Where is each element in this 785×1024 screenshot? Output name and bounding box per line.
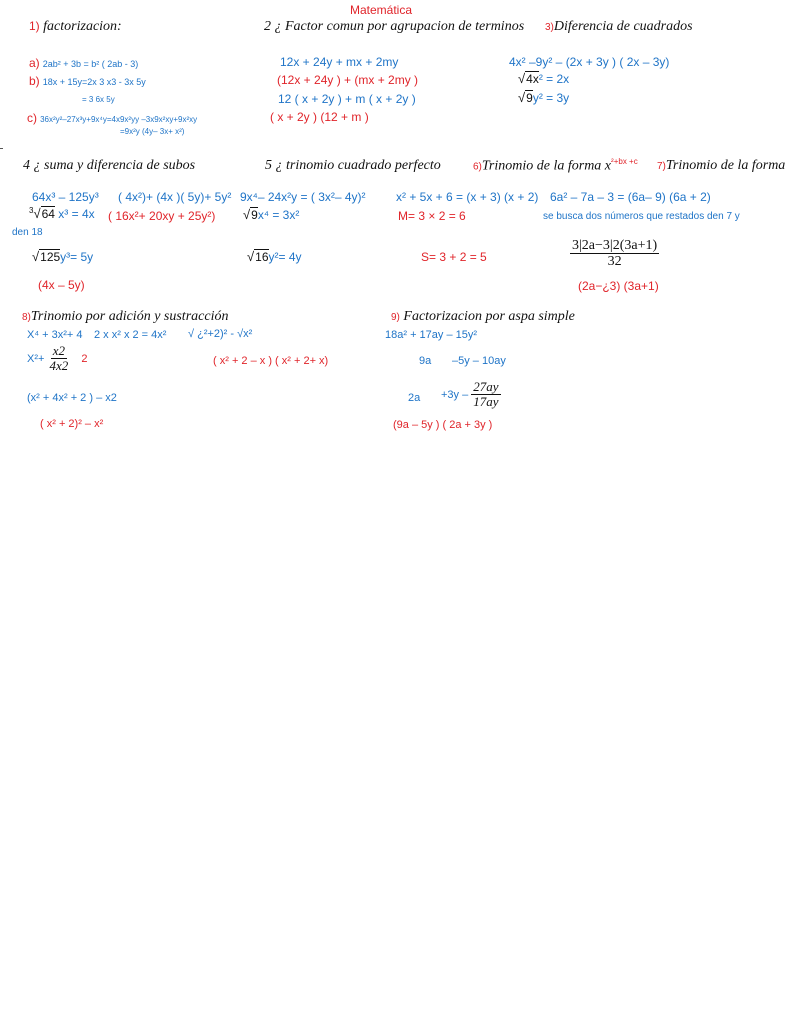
section-6-title: Trinomio de la forma x (481, 158, 612, 174)
s5-r2-radicand: 16 (255, 250, 269, 264)
s5-r1-radicand: 9 (251, 208, 258, 222)
s6-sum: S= 3 + 2 = 5 (421, 250, 487, 264)
s4-r3-radicand: 125 (40, 250, 61, 264)
section-7-title: Trinomio de la forma (665, 158, 785, 173)
s9-fraction-denominator: 17ay (473, 394, 499, 410)
s8-line-4: ( x² + 2)² – x² (40, 418, 104, 430)
s8-line-1a: X⁴ + 3x²+ 4 (27, 329, 83, 341)
s2-line-2: (12x + 24y ) + (mx + 2my ) (277, 73, 419, 87)
s3-root-1 (518, 72, 569, 86)
s1-c-expr: 36x²y²–27x³y+9x⁴y=4x9x²yy –3x9x²xy+9x²xy (40, 115, 198, 124)
s4-line-2a: x³ = 4x (54, 207, 95, 221)
section-8-number: 8) (22, 312, 31, 323)
sqrt-icon: √ (518, 71, 526, 86)
s3-r2-radicand: 9 (526, 91, 533, 105)
section-6-superscript: ²+bx +c (611, 157, 638, 166)
s3-r2-rest: y² = 3y (532, 91, 570, 105)
section-3-title: Diferencia de cuadrados (553, 19, 693, 34)
s7-fraction (570, 238, 659, 270)
s4-cube-radicand: 64 (41, 207, 55, 221)
sqrt-icon: √ (243, 207, 251, 222)
s5-r1-rest: x⁴ = 3x² (257, 208, 300, 222)
s2-line-1: 12x + 24y + mx + 2my (280, 55, 399, 69)
s9-result: (9a – 5y ) ( 2a + 3y ) (393, 419, 493, 431)
section-1-number: 1) (29, 19, 40, 33)
section-3-number: 3) (545, 22, 554, 33)
s1-b-label: b) (29, 74, 40, 88)
section-6-number: 6) (473, 161, 482, 173)
s1-c-result: =9x²y (4y– 3x+ x²) (120, 127, 185, 136)
margin-tick (0, 148, 3, 149)
s5-line-1: 9x⁴– 24x²y = ( 3x²– 4y)² (240, 190, 366, 204)
s8-line-3: (x² + 4x² + 2 ) – x2 (27, 392, 117, 404)
s7-note-continued: den 18 (12, 227, 43, 238)
s7-line-1: 6a² – 7a – 3 = (6a– 9) (6a + 2) (550, 190, 711, 204)
s1-item-c (27, 112, 197, 125)
section-9-title: Factorizacion por aspa simple (403, 309, 575, 324)
s3-r1-radicand: 4x (526, 72, 539, 86)
s7-fraction-denominator: 32 (607, 254, 622, 270)
s5-root-2 (247, 250, 302, 264)
s5-r2-rest: y²= 4y (268, 250, 302, 264)
s8-line-1c: √ ¿²+2)² - √x² (188, 328, 253, 340)
s4-r3-rest: y³= 5y (60, 250, 94, 264)
sqrt-icon: √ (247, 249, 255, 264)
section-6-heading (473, 158, 638, 174)
s1-a-label: a) (29, 56, 40, 70)
s7-fraction-numerator: 3|2a−3|2(3a+1) (572, 238, 658, 253)
sqrt-icon: √ (518, 90, 526, 105)
s4-line-1a: 64x³ – 125y³ (32, 190, 99, 204)
s9-line-3a: 2a (408, 392, 421, 404)
s4-line-1b: ( 4x²)+ (4x )( 5y)+ 5y² (118, 190, 232, 204)
s8-line-2c: ( x² + 2 – x ) ( x² + 2+ x) (213, 355, 329, 367)
s1-a-expr: 2ab² + 3b = b² ( 2ab - 3) (42, 59, 139, 69)
section-5-heading: 5 ¿ trinomio cuadrado perfecto (265, 158, 441, 173)
s1-b-result: = 3 6x 5y (82, 95, 115, 104)
section-9-heading (391, 309, 575, 324)
s3-r1-rest: ² = 2x (538, 72, 570, 86)
s9-line-3b: +3y – (441, 388, 469, 401)
s3-root-2 (518, 91, 569, 105)
section-8-heading (22, 309, 228, 324)
s8-line-2b: 2 (81, 352, 88, 365)
section-2-heading: 2 ¿ Factor comun por agrupacion de terminos (264, 19, 525, 34)
s1-item-a (29, 57, 138, 70)
s2-line-3: 12 ( x + 2y ) + m ( x + 2y ) (278, 92, 416, 106)
section-1-title: factorizacion: (43, 19, 122, 34)
s4-root-3 (32, 250, 93, 264)
s8-line-2a: X²+ (27, 352, 45, 365)
section-7-heading (657, 158, 785, 173)
section-4-heading: 4 ¿ suma y diferencia de subos (23, 158, 196, 173)
s4-cube-root (29, 207, 95, 221)
sqrt-icon: √ (33, 206, 41, 221)
s6-line-1: x² + 5x + 6 = (x + 3) (x + 2) (396, 190, 539, 204)
page-title: Matemática (350, 3, 413, 17)
s9-fraction-numerator: 27ay (473, 379, 499, 394)
section-7-number: 7) (657, 161, 666, 172)
s9-line-3 (441, 380, 501, 410)
s4-result: (4x – 5y) (38, 278, 85, 292)
section-3-heading (545, 19, 693, 34)
s8-line-2 (27, 344, 87, 374)
s9-line-1: 18a² + 17ay – 15y² (385, 329, 478, 341)
s1-b-expr: 18x + 15y=2x 3 x3 - 3x 5y (42, 77, 146, 87)
s4-line-2b: ( 16x²+ 20xy + 25y²) (108, 209, 216, 223)
s8-fraction-numerator: x2 (52, 343, 66, 358)
s8-fraction-denominator: 4x2 (49, 358, 69, 374)
s5-root-1 (243, 208, 299, 222)
s6-product: M= 3 × 2 = 6 (398, 209, 466, 223)
section-8-title: Trinomio por adición y sustracción (30, 309, 229, 324)
s1-c-label: c) (27, 111, 37, 125)
s1-item-b (29, 75, 146, 88)
section-9-number: 9) (391, 312, 400, 323)
s3-line-1: 4x² –9y² – (2x + 3y ) ( 2x – 3y) (509, 55, 670, 69)
section-1-heading (29, 19, 122, 34)
s7-result: (2a−¿3) (3a+1) (578, 279, 659, 293)
s2-line-4: ( x + 2y ) (12 + m ) (270, 110, 369, 124)
s7-note: se busca dos números que restados den 7 y (543, 211, 740, 222)
s4-cube-index: 3 (29, 206, 34, 215)
sqrt-icon: √ (32, 249, 40, 264)
s8-line-1b: 2 x x² x 2 = 4x² (94, 329, 167, 341)
s9-line-2a: 9a (419, 355, 432, 367)
s9-line-2b: –5y – 10ay (452, 355, 506, 367)
